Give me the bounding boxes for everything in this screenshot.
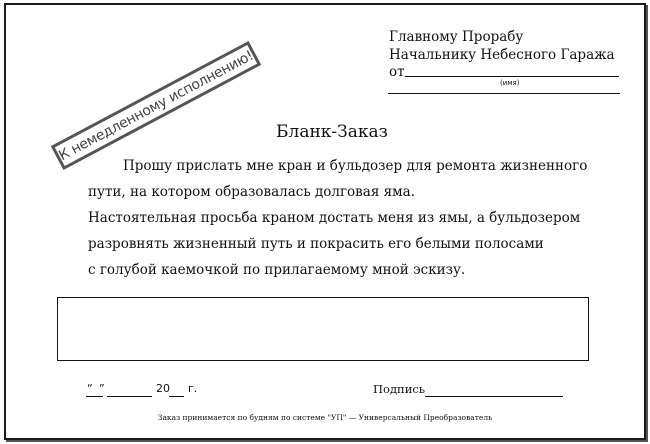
- sketch-box[interactable]: [57, 297, 589, 361]
- name-caption: (имя): [500, 79, 520, 87]
- addressee-line-1: Главному Прорабу: [389, 29, 524, 45]
- body-line-1: Прошу прислать мне кран и бульдозер для ремонта жизненного: [123, 158, 588, 174]
- footer-note: Заказ принимается по будням по системе "УП" — Универсальный Преобразователь: [157, 413, 493, 422]
- date-year-underline: [169, 396, 184, 397]
- date-day-underline: [86, 396, 103, 397]
- body-line-5: с голубой каемочкой по прилагаемому мной эскизу.: [88, 262, 466, 278]
- form-title: Бланк-Заказ: [276, 122, 388, 142]
- body-line-3: Настоятельная просьба краном достать меня из ямы, а бульдозером: [88, 210, 581, 226]
- body-line-2: пути, на котором образовалась долговая яма.: [88, 184, 415, 200]
- date-month-underline: [107, 396, 152, 397]
- stamp-text: К немедленному исполнению!: [56, 47, 256, 164]
- from-label: от: [389, 64, 405, 80]
- date-close-quote: ”: [99, 382, 105, 395]
- from-underline: [405, 76, 619, 77]
- date-open-quote: “: [87, 382, 93, 395]
- body-line-4: разровнять жизненный путь и покрасить его белыми полосами: [88, 236, 544, 252]
- signature-underline: [425, 396, 563, 397]
- date-year-prefix: 20: [156, 382, 170, 395]
- date-year-suffix: г.: [188, 382, 198, 395]
- name-underline: [388, 93, 620, 94]
- addressee-line-2: Начальнику Небесного Гаража: [389, 47, 615, 63]
- signature-label: Подпись: [373, 382, 426, 396]
